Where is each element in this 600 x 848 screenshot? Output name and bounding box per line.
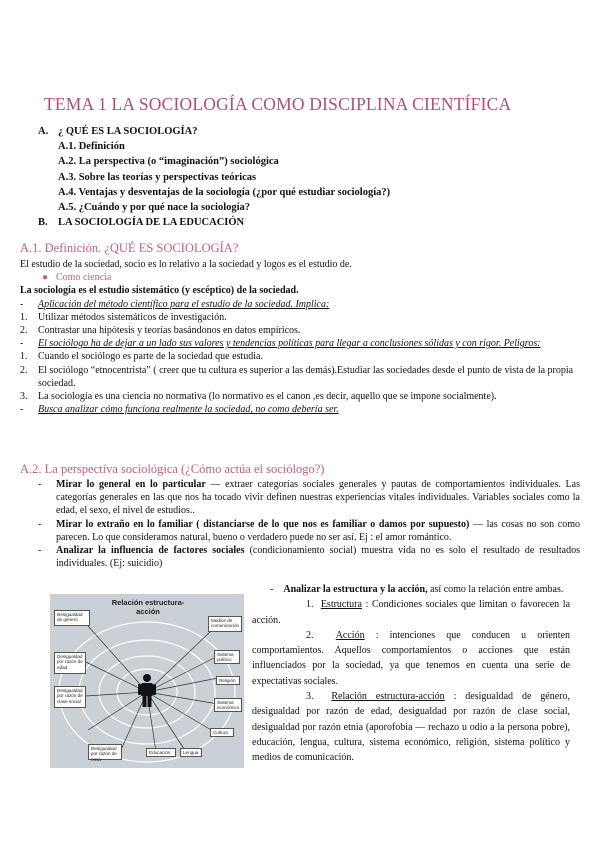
dash-item	[20, 403, 580, 416]
list-number: 1.	[306, 599, 321, 611]
numbered-item	[252, 628, 570, 689]
numbered-item	[252, 597, 570, 628]
label-educacion: Educación	[146, 748, 176, 757]
dash-text	[56, 518, 580, 544]
dash-marker: -	[270, 584, 284, 595]
label-religion: Religión	[216, 676, 240, 685]
structure-action-diagram	[50, 594, 244, 768]
term-text: : desigualdad de género, desigualdad por razón de edad, desigualdad por razón de clase social, desigualdad por razón etnia (aporofobia — rechazo u odio a la persona pobre), educación, lengua, cultura, sistema económico, religión, sistema político y medios de comunicación.	[252, 691, 571, 764]
dash-marker: -	[20, 404, 24, 416]
toc-label: ¿ QUÉ ES LA SOCIOLOGÍA?	[58, 126, 198, 137]
label-economico: Sistema económico	[214, 698, 242, 712]
list-item	[20, 324, 580, 337]
list-number: 1.	[20, 311, 28, 323]
bold-statement: La sociología es el estudio sistemático (y escéptico) de la sociedad.	[20, 285, 299, 297]
toc-label: LA SOCIOLOGÍA DE LA EDUCACIÓN	[58, 217, 245, 229]
label-clase: Desigualdad por razón de clase social	[54, 686, 86, 708]
list-item	[20, 390, 580, 403]
list-text: Contrastar una hipótesis y teorías basándonos en datos empíricos.	[38, 325, 301, 337]
dash-rest: — las cosas no son como parecen. Lo que consideramos natural, bueno o verdadero puede no ser así. Ej : el amor romántico.	[56, 518, 580, 543]
label-medios: Medios de comunicación	[208, 616, 242, 632]
bullet-dot: ●	[42, 272, 49, 284]
term-text: : Condiciones sociales que limitan o favorecen la acción.	[252, 599, 571, 626]
label-edad: Desigualdad por razón de edad	[54, 652, 86, 674]
list-text: El sociólogo “etnocentrista” ( creer que tu cultura es superior a las demás).Estudiar las sociedades desde el punto de vista de la propia sociedad.	[38, 364, 574, 389]
toc-item-a5: A.5. ¿Cuándo y por qué nace la sociología?	[58, 202, 251, 214]
dash-marker: -	[38, 479, 42, 490]
term-label: Relación estructura-acción	[331, 691, 445, 703]
list-text: La sociología es una ciencia no normativa (lo normativo es el canon ,es decir, aquello que se impone socialmente).	[38, 391, 497, 403]
section-heading-a1: A.1. Definición. ¿QUÉ ES SOCIOLOGÍA?	[20, 241, 239, 255]
dash-item	[38, 478, 580, 518]
dash-marker: -	[38, 545, 42, 557]
dash-bold: Mirar lo extraño en lo familiar ( distanciarse de lo que nos es familiar o damos por supuesto)	[56, 518, 470, 530]
dash-text	[56, 478, 580, 518]
section-a1-body	[20, 258, 580, 416]
label-lengua: Lengua	[180, 748, 202, 757]
term-label: Acción	[335, 629, 365, 641]
term-label: Estructura	[320, 599, 362, 611]
list-item	[20, 311, 580, 324]
bullet-label: Como ciencia	[56, 272, 112, 284]
dash-marker: -	[20, 298, 24, 310]
dash-item	[20, 337, 580, 350]
toc-item-a3: A.3. Sobre las teorías y perspectivas teóricas	[58, 171, 257, 183]
list-text: Cuando el sociólogo es parte de la sociedad que estudia.	[38, 351, 263, 363]
dash-item	[20, 298, 580, 311]
diagram-title: Relación estructura-acción	[111, 598, 185, 616]
dash-text: Busca analizar cómo funciona realmente la sociedad, no como debería ser.	[38, 404, 339, 416]
label-etnia: Desigualdad por razón de etnia	[88, 744, 122, 760]
dash-text: El sociólogo ha de dejar a un lado sus valores y tendencias políticas para llegar a conclusiones sólidas y con rigor. Peligros:	[38, 338, 541, 350]
toc-item-a	[38, 124, 390, 139]
section-a2-body	[38, 478, 580, 570]
dash-rest: así como la relación entre ambas.	[427, 584, 564, 595]
toc-item-a2: A.2. La perspectiva (o “imaginación”) sociológica	[58, 156, 279, 168]
section-heading-a2: A.2. La perspectiva sociológica (¿Cómo actúa el sociólogo?)	[20, 462, 325, 476]
list-text: Utilizar métodos sistemáticos de investigación.	[38, 311, 227, 323]
toc-item-a4: A.4. Ventajas y desventajas de la sociología (¿por qué estudiar sociología?)	[58, 186, 391, 198]
list-number: 2.	[20, 325, 28, 337]
dash-bold: Mirar lo general en lo particular	[56, 479, 206, 490]
list-item	[20, 350, 580, 363]
dash-text: Aplicación del método científico para el estudio de la sociedad. Implica:	[38, 298, 330, 310]
dash-rest: — extraer categorías sociales generales y pautas de comportamientos individuales. Las categorías generales en las que nos ha tocado vivir definen nuestras experiencias vitales individuales. Variables sociales como la edad, el sexo, el nivel de estudios..	[56, 479, 580, 517]
dash-rest: (condicionamiento social) muestra vida no es solo el resultado de resultados individuales. (Ej: suicidio)	[56, 545, 580, 570]
label-genero: Desigualdad de género	[54, 610, 90, 626]
dash-item	[252, 582, 570, 597]
label-cultura: Cultura	[210, 728, 234, 737]
bullet-item	[20, 271, 580, 284]
dash-item	[38, 518, 580, 544]
list-item	[20, 364, 580, 390]
numbered-item	[252, 689, 570, 765]
list-number: 2.	[306, 629, 336, 641]
list-number: 2.	[20, 364, 28, 376]
dash-marker: -	[38, 518, 42, 530]
structure-action-text	[252, 582, 570, 766]
dash-item	[38, 544, 580, 570]
table-of-contents	[38, 124, 390, 230]
dash-bold: Analizar la estructura y la acción,	[283, 584, 428, 595]
dash-text	[56, 544, 580, 570]
page-title: TEMA 1 LA SOCIOLOGÍA COMO DISCIPLINA CIENTÍFICA	[44, 94, 512, 114]
list-number: 1.	[20, 351, 28, 363]
toc-number: B.	[38, 217, 48, 229]
intro-text: El estudio de la sociedad, socio es lo relativo a la sociedad y logos es el estudio de.	[20, 259, 352, 270]
term-text: : intenciones que conducen u orienten comportamientos. Aquellos comportamientos o acciones que están influenciados por la sociedad, ya que tenemos en cuenta una serie de expectativas sociales.	[252, 629, 571, 687]
toc-item-b	[38, 215, 390, 230]
label-politico: Sistema político	[214, 650, 240, 664]
list-number: 3.	[306, 691, 332, 703]
list-number: 3.	[20, 391, 28, 403]
toc-item-a1: A.1. Definición	[58, 141, 125, 153]
dash-bold: Analizar la influencia de factores sociales	[56, 545, 245, 557]
dash-marker: -	[20, 338, 24, 350]
toc-number: A.	[38, 126, 49, 137]
